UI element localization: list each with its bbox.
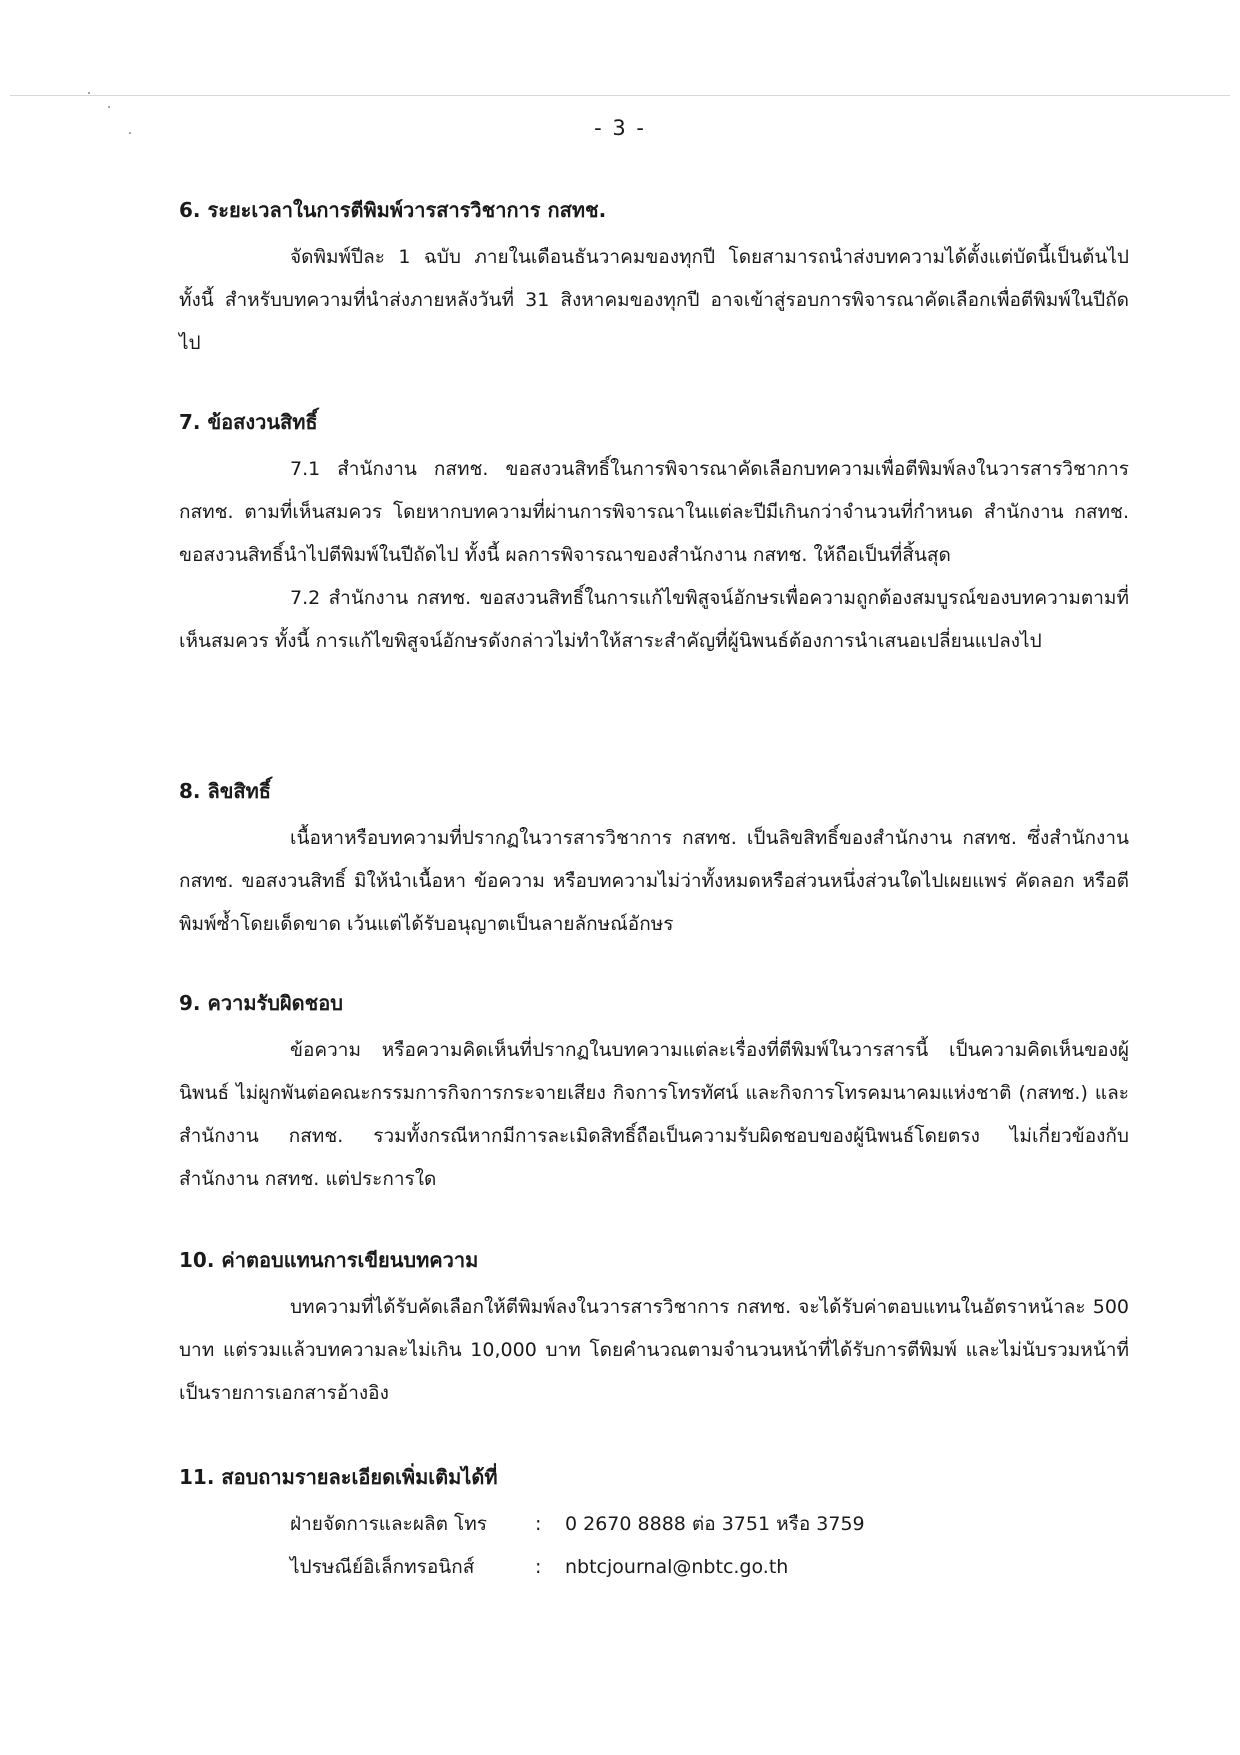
scan-edge-line — [10, 95, 1230, 96]
section-8 — [179, 777, 1129, 946]
section-7 — [179, 408, 1129, 663]
section-paragraph: 7.1 สำนักงาน กสทช. ขอสงวนสิทธิ์ในการพิจารณาคัดเลือกบทความเพื่อตีพิมพ์ลงในวารสารวิชาการ กสทช. ตามที่เห็นสมควร โดยหากบทความที่ผ่านการพิจารณาในแต่ละปีมีเกินกว่าจำนวนที่กำหนด สำนักงาน กสทช. ขอสงวนสิทธิ์นำไปตีพิมพ์ในปีถัดไป ทั้งนี้ ผลการพิจารณาของสำนักงาน กสทช. ให้ถือเป็นที่สิ้นสุด — [179, 458, 1129, 566]
section-title: 7. ข้อสงวนสิทธิ์ — [179, 410, 318, 434]
section-paragraph: 7.2 สำนักงาน กสทช. ขอสงวนสิทธิ์ในการแก้ไขพิสูจน์อักษรเพื่อความถูกต้องสมบูรณ์ของบทความตามที่เห็นสมควร ทั้งนี้ การแก้ไขพิสูจน์อักษรดังกล่าวไม่ทำให้สาระสำคัญที่ผู้นิพนธ์ต้องการนำเสนอเปลี่ยนแปลงไป — [179, 587, 1129, 652]
scan-speck — [88, 92, 90, 94]
section-title: 6. ระยะเวลาในการตีพิมพ์วารสารวิชาการ กสทช. — [179, 198, 607, 222]
section-10 — [179, 1246, 1129, 1415]
contact-colon: : — [535, 1556, 542, 1578]
contact-email-link[interactable]: nbtcjournal@nbtc.go.th — [565, 1556, 789, 1578]
section-paragraph: บทความที่ได้รับคัดเลือกให้ตีพิมพ์ลงในวารสารวิชาการ กสทช. จะได้รับค่าตอบแทนในอัตราหน้าละ 500 บาท แต่รวมแล้วบทความละไม่เกิน 10,000 บาท โดยคำนวณตามจำนวนหน้าที่ได้รับการตีพิมพ์ และไม่นับรวมหน้าที่เป็นรายการเอกสารอ้างอิง — [179, 1296, 1129, 1404]
scan-speck — [108, 106, 110, 108]
page-number: - 3 - — [594, 116, 646, 140]
section-paragraph: เนื้อหาหรือบทความที่ปรากฏในวารสารวิชาการ กสทช. เป็นลิขสิทธิ์ของสำนักงาน กสทช. ซึ่งสำนักงาน กสทช. ขอสงวนสิทธิ์ มิให้นำเนื้อหา ข้อความ หรือบทความไม่ว่าทั้งหมดหรือส่วนหนึ่งส่วนใดไปเผยแพร่ คัดลอก หรือตีพิมพ์ซ้ำโดยเด็ดขาด เว้นแต่ได้รับอนุญาตเป็นลายลักษณ์อักษร — [179, 827, 1129, 935]
contact-colon: : — [535, 1513, 542, 1535]
contact-phone-row — [179, 1503, 1129, 1546]
section-11-contact — [179, 1463, 1129, 1589]
section-title: 9. ความรับผิดชอบ — [179, 991, 343, 1015]
section-9 — [179, 989, 1129, 1201]
contact-phone: 0 2670 8888 ต่อ 3751 หรือ 3759 — [565, 1513, 865, 1535]
section-paragraph: จัดพิมพ์ปีละ 1 ฉบับ ภายในเดือนธันวาคมของทุกปี โดยสามารถนำส่งบทความได้ตั้งแต่บัดนี้เป็นต้นไป ทั้งนี้ สำหรับบทความที่นำส่งภายหลังวันที่ 31 สิงหาคมของทุกปี อาจเข้าสู่รอบการพิจารณาคัดเลือกเพื่อตีพิมพ์ในปีถัดไป — [179, 246, 1129, 354]
contact-label: ไปรษณีย์อิเล็กทรอนิกส์ — [290, 1556, 475, 1578]
section-title: 10. ค่าตอบแทนการเขียนบทความ — [179, 1248, 479, 1272]
section-paragraph: ข้อความ หรือความคิดเห็นที่ปรากฏในบทความแต่ละเรื่องที่ตีพิมพ์ในวารสารนี้ เป็นความคิดเห็นของผู้นิพนธ์ ไม่ผูกพันต่อคณะกรรมการกิจการกระจายเสียง กิจการโทรทัศน์ และกิจการโทรคมนาคมแห่งชาติ (กสทช.) และสำนักงาน กสทช. รวมทั้งกรณีหากมีการละเมิดสิทธิ์ถือเป็นความรับผิดชอบของผู้นิพนธ์โดยตรง ไม่เกี่ยวข้องกับสำนักงาน กสทช. แต่ประการใด — [179, 1039, 1129, 1190]
section-6 — [179, 196, 1129, 365]
contact-label: ฝ่ายจัดการและผลิต โทร — [290, 1513, 487, 1535]
section-title: 11. สอบถามรายละเอียดเพิ่มเติมได้ที่ — [179, 1465, 498, 1489]
contact-email-row — [179, 1546, 1129, 1589]
section-title: 8. ลิขสิทธิ์ — [179, 779, 272, 803]
